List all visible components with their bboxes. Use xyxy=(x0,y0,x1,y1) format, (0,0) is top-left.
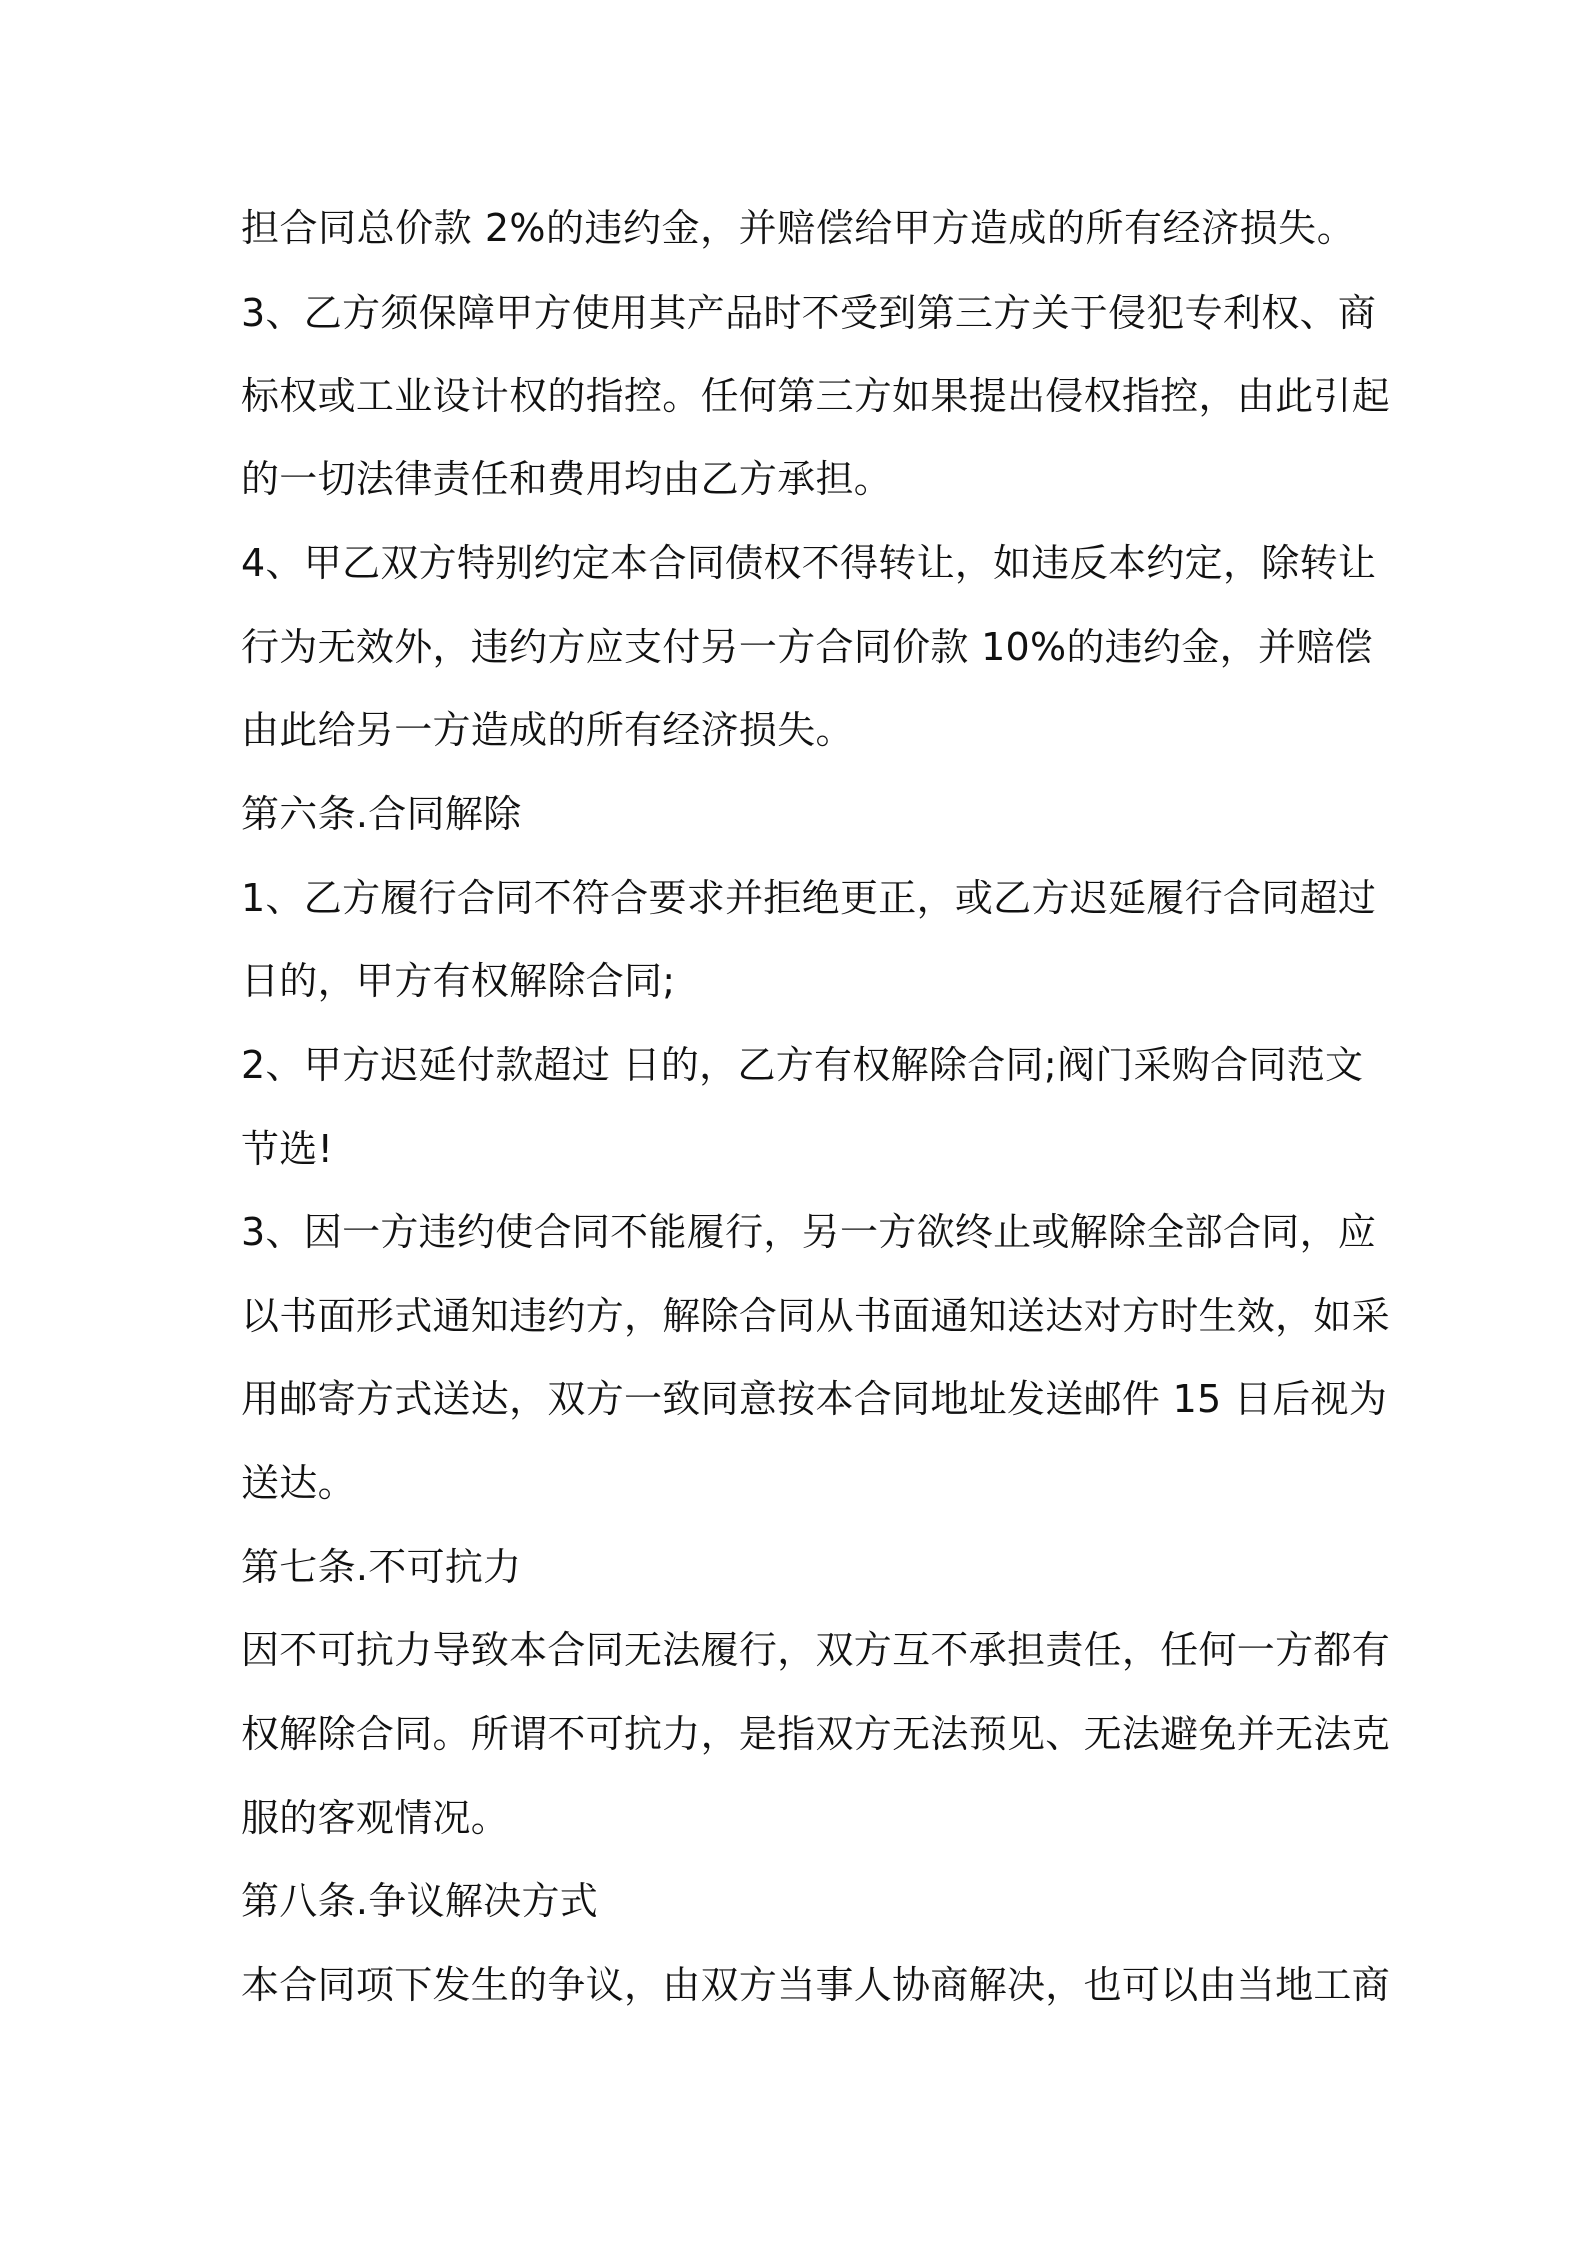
text-line: 以书面形式通知违约方，解除合同从书面通知送达对方时生效，如采 xyxy=(241,1294,1391,1338)
section-heading: 第六条.合同解除 xyxy=(241,792,522,836)
text-line: 标权或工业设计权的指控。任何第三方如果提出侵权指控，由此引起 xyxy=(241,374,1391,418)
text-line: 行为无效外，违约方应支付另一方合同价款 10%的违约金，并赔偿 xyxy=(241,625,1373,669)
text-line: 本合同项下发生的争议，由双方当事人协商解决，也可以由当地工商 xyxy=(241,1963,1391,2007)
text-line: 担合同总价款 2%的违约金，并赔偿给甲方造成的所有经济损失。 xyxy=(241,206,1355,250)
text-line: 3、乙方须保障甲方使用其产品时不受到第三方关于侵犯专利权、商 xyxy=(241,291,1377,335)
text-line: 由此给另一方造成的所有经济损失。 xyxy=(241,708,854,752)
text-line: 的一切法律责任和费用均由乙方承担。 xyxy=(241,457,893,501)
text-line: 日的，甲方有权解除合同; xyxy=(241,959,676,1003)
section-heading: 第八条.争议解决方式 xyxy=(241,1879,599,1923)
text-line: 用邮寄方式送达，双方一致同意按本合同地址发送邮件 15 日后视为 xyxy=(241,1377,1388,1421)
section-heading: 第七条.不可抗力 xyxy=(241,1545,522,1589)
text-line: 2、甲方迟延付款超过 日的，乙方有权解除合同;阀门采购合同范文 xyxy=(241,1043,1364,1087)
text-line: 因不可抗力导致本合同无法履行，双方互不承担责任，任何一方都有 xyxy=(241,1628,1391,1672)
text-line: 1、乙方履行合同不符合要求并拒绝更正，或乙方迟延履行合同超过 xyxy=(241,876,1377,920)
text-line: 4、甲乙双方特别约定本合同债权不得转让，如违反本约定，除转让 xyxy=(241,541,1377,585)
text-line: 权解除合同。所谓不可抗力，是指双方无法预见、无法避免并无法克 xyxy=(241,1712,1391,1756)
text-line: 3、因一方违约使合同不能履行，另一方欲终止或解除全部合同，应 xyxy=(241,1210,1377,1254)
text-line: 服的客观情况。 xyxy=(241,1796,510,1840)
text-line: 节选! xyxy=(241,1127,334,1171)
text-line: 送达。 xyxy=(241,1461,356,1505)
